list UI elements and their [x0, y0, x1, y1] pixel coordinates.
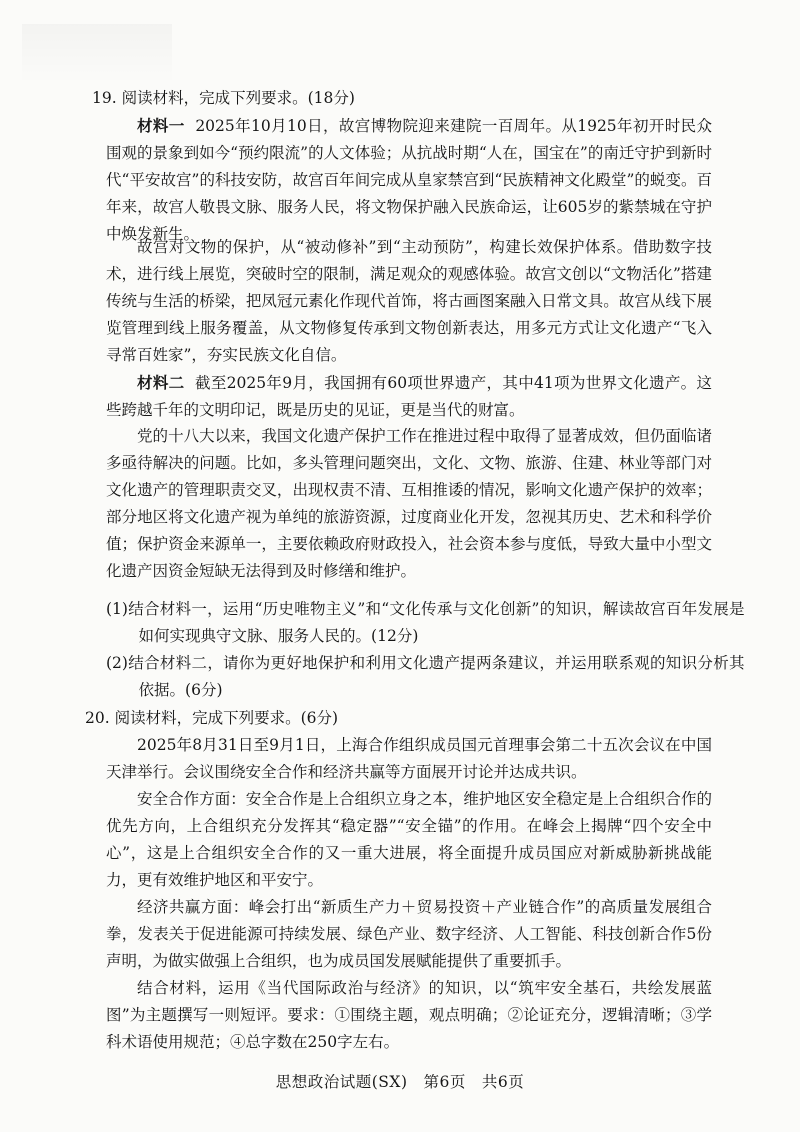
question-19-sub-1: (1)结合材料一，运用“历史唯物主义”和“文化传承与文化创新”的知识，解读故宫百年发展是如何实现典守文脉、服务人民的。(12分): [106, 600, 745, 645]
q20-paragraph-2: 安全合作方面：安全合作是上合组织立身之本，维护地区安全稳定是上合组织合作的优先方向，上合组织充分发挥其“稳定器”“安全锚”的作用。在峰会上揭牌“四个安全中心”，这是上合组织安全合作的又一重大进展，将全面提升成员国应对新威胁新挑战能力，更有效维护地区和平安宁。: [106, 790, 712, 889]
material-2-paragraph-2: 党的十八大以来，我国文化遗产保护工作在推进过程中取得了显著成效，但仍面临诸多亟待解决的问题。比如，多头管理问题突出，文化、文物、旅游、住建、林业等部门对文化遗产的管理职责交叉，出现权责不清、互相推诿的情况，影响文化遗产保护的效率；部分地区将文化遗产视为单纯的旅游资源，过度商业化开发，忽视其历史、艺术和科学价值；保护资金来源单一，主要依赖政府财政投入，社会资本参与度低，导致大量中小型文化遗产因资金短缺无法得到及时修缮和维护。: [106, 427, 712, 580]
material-1-paragraph-2: 故宫对文物的保护，从“被动修补”到“主动预防”，构建长效保护体系。借助数字技术，进行线上展览，突破时空的限制，满足观众的观感体验。故宫文创以“文物活化”搭建传统与生活的桥梁，把凤冠元素化作现代首饰，将古画图案融入日常文具。故宫从线下展览管理到线上服务覆盖，从文物修复传承到文物创新表达，用多元方式让文化遗产“飞入寻常百姓家”，夯实民族文化自信。: [106, 238, 712, 364]
page-footer: 思想政治试题(SX) 第6页 共6页: [275, 1073, 525, 1091]
scan-shadow: [22, 24, 172, 84]
material-1-text-1: 2025年10月10日，故宫博物院迎来建院一百周年。从1925年初开时民众围观的景象到如今“预约限流”的人文体验；从抗战时期“人在，国宝在”的南迁守护到新时代“平安故宫”的科技安防，故宫百年间完成从皇家禁宫到“民族精神文化殿堂”的蜕变。百年来，故宫人敬畏文脉、服务人民，将文物保护融入民族命运，让605岁的紫禁城在守护中焕发新生。: [106, 117, 712, 243]
material-2-paragraph-1: [106, 369, 712, 424]
question-19-heading: 19. 阅读材料，完成下列要求。(18分): [92, 89, 355, 107]
q20-paragraph-4: 结合材料，运用《当代国际政治与经济》的知识，以“筑牢安全基石，共绘发展蓝图”为主题撰写一则短评。要求：①围绕主题，观点明确；②论证充分，逻辑清晰；③学科术语使用规范；④总字数在250字左右。: [106, 979, 712, 1051]
question-19-sub-2: (2)结合材料二，请你为更好地保护和利用文化遗产提两条建议，并运用联系观的知识分析其依据。(6分): [106, 654, 745, 699]
material-1-label: 材料一: [137, 116, 185, 135]
q20-paragraph-3: 经济共赢方面：峰会打出“新质生产力＋贸易投资＋产业链合作”的高质量发展组合拳，发表关于促进能源可持续发展、绿色产业、数字经济、人工智能、科技创新合作5份声明，为做实做强上合组织，也为成员国发展赋能提供了重要抓手。: [106, 898, 712, 970]
material-2-label: 材料二: [137, 373, 185, 392]
q20-paragraph-1: 2025年8月31日至9月1日，上海合作组织成员国元首理事会第二十五次会议在中国天津举行。会议围绕安全合作和经济共赢等方面展开讨论并达成共识。: [106, 736, 712, 781]
question-20-heading: 20. 阅读材料，完成下列要求。(6分): [85, 709, 339, 727]
material-2-text-1: 截至2025年9月，我国拥有60项世界遗产，其中41项为世界文化遗产。这些跨越千年的文明印记，既是历史的见证，更是当代的财富。: [106, 374, 712, 419]
material-1-paragraph-1: [106, 112, 712, 248]
